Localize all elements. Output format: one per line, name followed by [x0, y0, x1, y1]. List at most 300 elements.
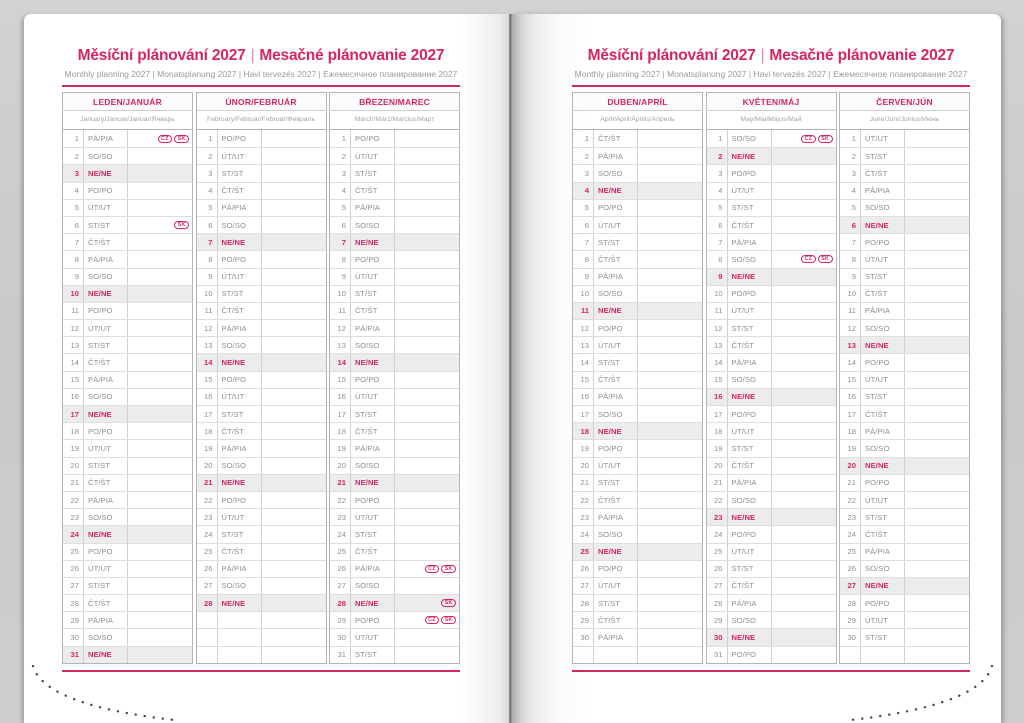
note-cell: [772, 251, 836, 267]
note-cell: [638, 269, 702, 285]
note-cell: [905, 165, 969, 181]
note-cell: [395, 629, 459, 645]
holiday-badge-cz: CZ: [801, 135, 816, 143]
note-cell: [638, 286, 702, 302]
day-number-cell: 14: [197, 354, 218, 370]
day-number-cell: 25: [840, 544, 861, 560]
day-name-cell: NE/NE: [84, 526, 128, 542]
day-name-cell: ÚT/UT: [351, 629, 395, 645]
note-cell: [395, 612, 459, 628]
day-row: [707, 474, 836, 491]
day-number-cell: 31: [330, 647, 351, 663]
note-cell: [128, 130, 192, 147]
day-name-cell: SO/SO: [861, 440, 905, 456]
day-number-cell: 9: [63, 269, 84, 285]
note-cell: [262, 372, 326, 388]
day-row: [330, 147, 459, 164]
day-name-cell: ČT/ŠT: [218, 423, 262, 439]
day-row: [573, 422, 702, 439]
note-cell: [128, 372, 192, 388]
day-number-cell: 7: [840, 234, 861, 250]
note-cell: [262, 354, 326, 370]
note-cell: [905, 130, 969, 147]
day-number-cell: 24: [197, 526, 218, 542]
note-cell: [395, 475, 459, 491]
day-row: [707, 388, 836, 405]
day-name-cell: NE/NE: [728, 629, 772, 645]
day-number-cell: 11: [330, 303, 351, 319]
day-number-cell: 6: [197, 217, 218, 233]
tear-off-corner-perforation: [849, 665, 1001, 723]
note-cell: [128, 183, 192, 199]
day-number-cell: 9: [707, 269, 728, 285]
note-cell: [905, 200, 969, 216]
note-cell: [395, 389, 459, 405]
day-row: [840, 474, 969, 491]
day-name-cell: ÚT/UT: [351, 389, 395, 405]
day-row: [330, 371, 459, 388]
day-name-cell: ST/ST: [728, 200, 772, 216]
note-cell: [905, 561, 969, 577]
note-cell: [772, 337, 836, 353]
day-number-cell: 25: [707, 544, 728, 560]
day-number-cell: 13: [840, 337, 861, 353]
month-grid: [572, 129, 703, 664]
day-row: [63, 508, 192, 525]
day-row: [63, 164, 192, 181]
day-row: [63, 646, 192, 663]
day-name-cell: PÁ/PIA: [594, 389, 638, 405]
day-name-cell: ČT/ŠT: [594, 251, 638, 267]
note-cell: [262, 217, 326, 233]
day-number-cell: 11: [707, 303, 728, 319]
note-cell: [395, 561, 459, 577]
day-name-cell: PÁ/PIA: [218, 320, 262, 336]
title-separator: |: [250, 47, 255, 64]
day-number-cell: 2: [840, 148, 861, 164]
note-cell: [772, 354, 836, 370]
day-number-cell: 23: [707, 509, 728, 525]
day-row: [63, 611, 192, 628]
day-name-cell: NE/NE: [594, 423, 638, 439]
day-name-cell: ČT/ŠT: [594, 372, 638, 388]
day-row: [330, 405, 459, 422]
day-name-cell: PÁ/PIA: [861, 544, 905, 560]
day-number-cell: [573, 647, 594, 663]
day-name-cell: NE/NE: [218, 475, 262, 491]
day-number-cell: 10: [197, 286, 218, 302]
day-row: [840, 594, 969, 611]
note-cell: [638, 165, 702, 181]
day-number-cell: 1: [197, 130, 218, 147]
day-row: [707, 233, 836, 250]
note-cell: [638, 200, 702, 216]
note-cell: [262, 320, 326, 336]
day-name-cell: PO/PO: [728, 165, 772, 181]
note-cell: [395, 423, 459, 439]
note-cell: [395, 492, 459, 508]
day-row: [573, 439, 702, 456]
day-row: [840, 371, 969, 388]
day-number-cell: 17: [573, 406, 594, 422]
page-title-slovak: Mesačné plánovanie 2027: [259, 47, 445, 64]
day-number-cell: 8: [63, 251, 84, 267]
day-row: [840, 525, 969, 542]
holiday-badge-sk: SK: [818, 255, 833, 263]
day-row: [330, 422, 459, 439]
note-cell: [905, 492, 969, 508]
day-name-cell: PÁ/PIA: [218, 440, 262, 456]
day-row: [197, 439, 326, 456]
note-cell: [638, 458, 702, 474]
day-number-cell: 3: [63, 165, 84, 181]
day-name-cell: PÁ/PIA: [218, 561, 262, 577]
note-cell: [262, 200, 326, 216]
day-name-cell: ČT/ŠT: [351, 423, 395, 439]
day-row: [840, 199, 969, 216]
note-cell: [772, 423, 836, 439]
day-name-cell: ÚT/UT: [861, 492, 905, 508]
day-name-cell: ČT/ŠT: [594, 130, 638, 147]
note-cell: [262, 458, 326, 474]
day-row: [840, 508, 969, 525]
day-row: [707, 147, 836, 164]
day-number-cell: 12: [573, 320, 594, 336]
note-cell: [395, 303, 459, 319]
day-name-cell: ST/ST: [594, 595, 638, 611]
note-cell: [128, 337, 192, 353]
day-number-cell: 3: [330, 165, 351, 181]
note-cell: [638, 251, 702, 267]
day-number-cell: 28: [63, 595, 84, 611]
day-number-cell: 13: [573, 337, 594, 353]
day-number-cell: 29: [63, 612, 84, 628]
day-number-cell: [840, 647, 861, 663]
day-number-cell: 22: [63, 492, 84, 508]
day-name-cell: NE/NE: [351, 475, 395, 491]
note-cell: [262, 595, 326, 611]
day-row: [330, 525, 459, 542]
month-grid: [839, 129, 970, 664]
day-row: [840, 302, 969, 319]
day-name-cell: [218, 612, 262, 628]
day-row: [330, 457, 459, 474]
day-row: [840, 628, 969, 645]
day-name-cell: PÁ/PIA: [84, 612, 128, 628]
day-row: [330, 182, 459, 199]
note-cell: [638, 595, 702, 611]
day-name-cell: SO/SO: [84, 509, 128, 525]
day-number-cell: 7: [707, 234, 728, 250]
day-number-cell: 7: [63, 234, 84, 250]
note-cell: [638, 148, 702, 164]
page-title: [62, 47, 460, 65]
day-row: [330, 285, 459, 302]
day-name-cell: ST/ST: [351, 165, 395, 181]
day-number-cell: 17: [330, 406, 351, 422]
note-cell: [128, 251, 192, 267]
day-number-cell: 6: [63, 217, 84, 233]
note-cell: [262, 130, 326, 147]
note-cell: [638, 372, 702, 388]
note-cell: [395, 165, 459, 181]
day-number-cell: 21: [330, 475, 351, 491]
day-name-cell: ÚT/UT: [594, 217, 638, 233]
day-name-cell: ČT/ŠT: [861, 286, 905, 302]
note-cell: [262, 629, 326, 645]
day-name-cell: NE/NE: [218, 354, 262, 370]
day-number-cell: 22: [573, 492, 594, 508]
day-row: [330, 336, 459, 353]
note-cell: [905, 526, 969, 542]
day-name-cell: SO/SO: [728, 251, 772, 267]
day-number-cell: 27: [707, 578, 728, 594]
note-cell: [772, 234, 836, 250]
day-number-cell: 8: [330, 251, 351, 267]
day-number-cell: 10: [707, 286, 728, 302]
day-name-cell: ČT/ŠT: [861, 165, 905, 181]
day-name-cell: NE/NE: [84, 647, 128, 663]
day-number-cell: 23: [63, 509, 84, 525]
day-row: [63, 199, 192, 216]
note-cell: [395, 320, 459, 336]
title-separator: |: [760, 47, 765, 64]
day-row: [573, 353, 702, 370]
day-name-cell: NE/NE: [84, 286, 128, 302]
day-name-cell: ST/ST: [861, 148, 905, 164]
month-languages: February/Februar/Február/Февраль: [196, 111, 327, 129]
day-name-cell: PO/PO: [351, 372, 395, 388]
day-number-cell: 14: [330, 354, 351, 370]
day-name-cell: SO/SO: [351, 578, 395, 594]
day-row: [573, 543, 702, 560]
note-cell: [772, 629, 836, 645]
day-row: [197, 130, 326, 147]
day-number-cell: 20: [707, 458, 728, 474]
day-number-cell: 2: [573, 148, 594, 164]
note-cell: [905, 148, 969, 164]
day-name-cell: [218, 647, 262, 663]
day-name-cell: SO/SO: [218, 578, 262, 594]
day-row: [197, 336, 326, 353]
day-number-cell: 28: [840, 595, 861, 611]
day-row: [330, 594, 459, 611]
day-row: [840, 250, 969, 267]
day-row: [707, 319, 836, 336]
note-cell: [638, 234, 702, 250]
day-number-cell: 10: [840, 286, 861, 302]
day-row: [840, 182, 969, 199]
holiday-badge-cz: CZ: [425, 616, 440, 624]
day-row: [573, 508, 702, 525]
day-row: [197, 199, 326, 216]
note-cell: [262, 440, 326, 456]
day-row: [63, 268, 192, 285]
day-name-cell: PÁ/PIA: [594, 269, 638, 285]
note-cell: [262, 148, 326, 164]
day-name-cell: ÚT/UT: [861, 612, 905, 628]
day-number-cell: 21: [840, 475, 861, 491]
day-name-cell: ČT/ŠT: [728, 578, 772, 594]
day-name-cell: SO/SO: [351, 458, 395, 474]
day-number-cell: 4: [573, 183, 594, 199]
day-number-cell: 30: [840, 629, 861, 645]
day-number-cell: 16: [197, 389, 218, 405]
tear-off-corner-perforation: [24, 665, 176, 723]
holiday-badge-cz: CZ: [425, 565, 440, 573]
day-name-cell: ÚT/UT: [594, 337, 638, 353]
day-number-cell: 18: [707, 423, 728, 439]
day-number-cell: 25: [63, 544, 84, 560]
day-name-cell: NE/NE: [728, 148, 772, 164]
day-name-cell: ST/ST: [861, 389, 905, 405]
month-grid: [329, 129, 460, 664]
day-number-cell: 25: [573, 544, 594, 560]
day-number-cell: 26: [330, 561, 351, 577]
note-cell: [638, 406, 702, 422]
note-cell: [262, 492, 326, 508]
day-row: [707, 182, 836, 199]
day-row: [707, 422, 836, 439]
month-tables-container: [572, 92, 970, 664]
note-cell: [905, 269, 969, 285]
day-number-cell: 15: [707, 372, 728, 388]
day-name-cell: NE/NE: [84, 165, 128, 181]
day-number-cell: 23: [840, 509, 861, 525]
day-number-cell: 17: [707, 406, 728, 422]
day-row: [573, 594, 702, 611]
note-cell: [128, 629, 192, 645]
day-row: [197, 474, 326, 491]
day-name-cell: PO/PO: [84, 183, 128, 199]
note-cell: [395, 526, 459, 542]
day-row: [63, 439, 192, 456]
note-cell: [128, 234, 192, 250]
day-number-cell: 5: [330, 200, 351, 216]
day-number-cell: 6: [573, 217, 594, 233]
day-number-cell: 11: [197, 303, 218, 319]
month-table: [62, 92, 193, 664]
day-row: [707, 199, 836, 216]
day-name-cell: ÚT/UT: [84, 320, 128, 336]
day-row: [197, 560, 326, 577]
note-cell: [262, 578, 326, 594]
day-number-cell: 10: [330, 286, 351, 302]
empty-row: [573, 646, 702, 663]
month-grid: [196, 129, 327, 664]
day-number-cell: 24: [707, 526, 728, 542]
note-cell: [128, 544, 192, 560]
day-name-cell: ÚT/UT: [728, 183, 772, 199]
day-number-cell: 19: [63, 440, 84, 456]
note-cell: [772, 217, 836, 233]
day-number-cell: 19: [840, 440, 861, 456]
day-number-cell: 3: [707, 165, 728, 181]
day-name-cell: ÚT/UT: [351, 148, 395, 164]
day-row: [707, 594, 836, 611]
day-row: [330, 250, 459, 267]
note-cell: [395, 286, 459, 302]
day-name-cell: ÚT/UT: [861, 372, 905, 388]
day-name-cell: ÚT/UT: [351, 509, 395, 525]
day-number-cell: 8: [840, 251, 861, 267]
day-row: [63, 336, 192, 353]
day-name-cell: PÁ/PIA: [861, 423, 905, 439]
day-number-cell: 20: [197, 458, 218, 474]
note-cell: [905, 578, 969, 594]
day-number-cell: 5: [197, 200, 218, 216]
note-cell: [128, 475, 192, 491]
day-number-cell: 1: [840, 130, 861, 147]
month-grid: [706, 129, 837, 664]
day-row: [63, 594, 192, 611]
day-name-cell: PO/PO: [84, 544, 128, 560]
day-row: [197, 268, 326, 285]
day-number-cell: 4: [707, 183, 728, 199]
day-row: [197, 233, 326, 250]
note-cell: [638, 440, 702, 456]
day-name-cell: PÁ/PIA: [351, 320, 395, 336]
day-row: [63, 130, 192, 147]
note-cell: [772, 578, 836, 594]
top-rule: [572, 85, 970, 87]
day-row: [197, 508, 326, 525]
note-cell: [772, 183, 836, 199]
day-name-cell: ČT/ŠT: [861, 406, 905, 422]
note-cell: [638, 612, 702, 628]
note-cell: [128, 647, 192, 663]
month-grid: [62, 129, 193, 664]
month-name: LEDEN/JANUÁR: [62, 92, 193, 111]
day-name-cell: ÚT/UT: [351, 269, 395, 285]
day-name-cell: ST/ST: [84, 337, 128, 353]
day-name-cell: SO/SO: [728, 492, 772, 508]
day-row: [840, 388, 969, 405]
note-cell: [262, 647, 326, 663]
note-cell: [772, 303, 836, 319]
day-number-cell: 19: [197, 440, 218, 456]
note-cell: [638, 647, 702, 663]
day-row: [330, 560, 459, 577]
day-row: [330, 508, 459, 525]
day-name-cell: ČT/ŠT: [218, 183, 262, 199]
day-row: [840, 491, 969, 508]
day-name-cell: PÁ/PIA: [728, 595, 772, 611]
day-number-cell: 18: [573, 423, 594, 439]
holiday-badge-sk: SK: [174, 221, 189, 229]
day-row: [707, 577, 836, 594]
day-row: [330, 319, 459, 336]
note-cell: [128, 595, 192, 611]
day-row: [573, 336, 702, 353]
note-cell: [128, 303, 192, 319]
day-row: [63, 353, 192, 370]
day-number-cell: 31: [707, 647, 728, 663]
day-row: [707, 611, 836, 628]
day-number-cell: 27: [330, 578, 351, 594]
day-number-cell: 30: [707, 629, 728, 645]
note-cell: [395, 251, 459, 267]
day-name-cell: PÁ/PIA: [728, 354, 772, 370]
day-number-cell: 9: [840, 269, 861, 285]
day-row: [707, 130, 836, 147]
note-cell: [905, 544, 969, 560]
note-cell: [905, 217, 969, 233]
holiday-badge-cz: CZ: [801, 255, 816, 263]
day-number-cell: 15: [330, 372, 351, 388]
note-cell: [395, 200, 459, 216]
day-row: [707, 371, 836, 388]
